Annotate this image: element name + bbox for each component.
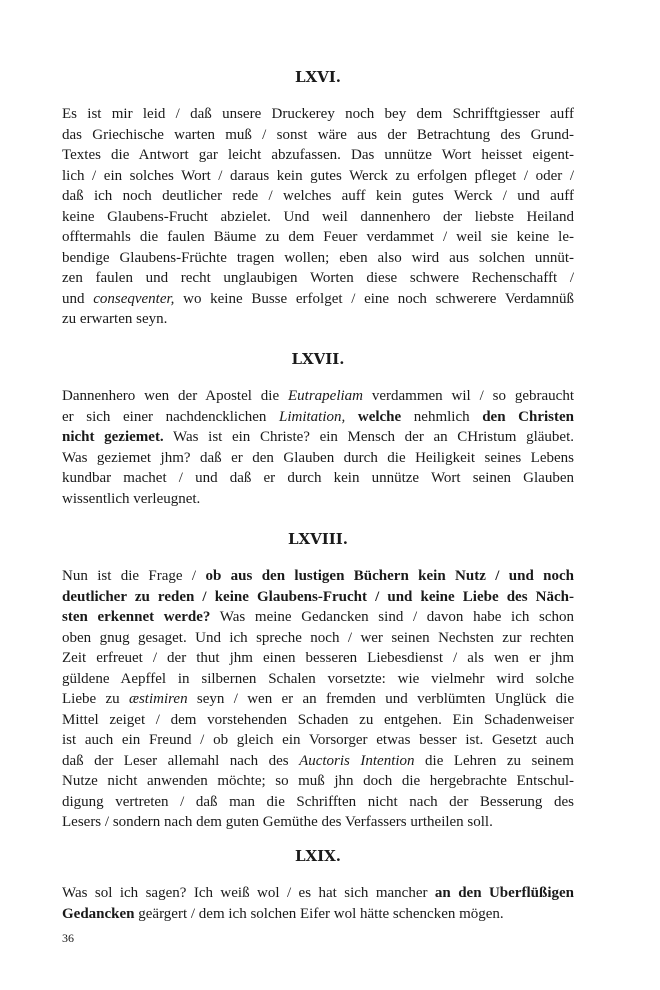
bold-text: welche (357, 408, 402, 425)
text-line (62, 166, 574, 187)
text-run: güldene Aepffel in silbernen Schalen vorsetzte: wie vielmehr wird solche (62, 670, 574, 687)
text-run: zen faulen und recht unglaubigen Worten diese schwere Rechenschafft / (62, 270, 574, 286)
text-line (62, 468, 574, 489)
text-run: seyn / wen er an fremden und verblümten Unglück die (187, 691, 575, 707)
text-run: Was ist ein Christe? ein Mensch der an CHristum gläubet. (163, 429, 574, 445)
text-run: wo keine Busse erfolget / eine noch schwerere Verdamnüß (174, 290, 574, 307)
text-line (62, 607, 574, 628)
bold-text: den Christen (482, 408, 574, 425)
bold-text: sten erkennet werde? (62, 609, 211, 625)
text-run: Lesers / sondern nach dem guten Gemüthe des Verfassers urtheilen soll. (62, 814, 493, 830)
text-line (62, 407, 574, 428)
text-run: bendige Glaubens-Früchte tragen wollen; eben also wird aus solchen unnüt- (62, 249, 574, 266)
text-line (62, 227, 574, 248)
italic-text: Auctoris Intention (299, 752, 415, 769)
bold-text: ob aus den lustigen Büchern kein Nutz / und noch (205, 568, 574, 584)
text-line (62, 186, 574, 207)
text-line (62, 689, 574, 710)
bold-text: Gedancken (62, 905, 135, 922)
text-run: Nun ist die Frage / (62, 568, 206, 584)
text-run: verdammen wil / so gebraucht (363, 388, 574, 404)
section-heading: LXVII. (291, 350, 345, 368)
text-run: das Griechische warten muß / sonst wäre aus der Betrachtung des Grund- (62, 126, 574, 143)
text-run: kundbar machet / und daß er durch kein unnütze Wort seinen Glauben (62, 470, 574, 486)
text-line (62, 489, 574, 510)
text-line (62, 904, 574, 925)
text-run (345, 409, 358, 425)
text-run: Was geziemet jhm? daß er den Glauben durch die Heiligkeit seines Lebens (62, 449, 574, 466)
text-run: Liebe zu (62, 691, 129, 707)
text-run: digung vertreten / daß man die Schrifften nicht nach der Besserung des (62, 793, 574, 810)
text-run: Es ist mir leid / daß unsere Druckerey noch bey dem Schrifftgiesser auff (62, 106, 574, 122)
text-line (62, 145, 574, 166)
text-line (62, 669, 574, 690)
text-run: wissentlich verleugnet. (62, 490, 201, 507)
text-line (62, 104, 574, 125)
text-run: oben gnug gesaget. Und ich spreche noch / wer seinen Nechsten zur rechten (62, 629, 574, 646)
text-run: geärgert / dem ich solchen Eifer wol hätte schencken mögen. (134, 905, 504, 922)
text-line (62, 751, 574, 772)
section-paragraph (62, 104, 574, 330)
text-line (62, 386, 574, 407)
text-line (62, 125, 574, 146)
text-line (62, 289, 574, 310)
section-heading: LXIX. (294, 847, 342, 865)
bold-text: deutlicher zu reden / keine Glaubens-Frucht / und keine Liebe des Näch- (62, 588, 574, 605)
italic-text: æstimiren (128, 691, 188, 707)
text-line (62, 248, 574, 269)
text-line (62, 309, 574, 330)
section-heading: LXVI. (294, 68, 342, 86)
page-number: 36 (62, 931, 74, 945)
text-run: Was meine Gedancken sind / davon habe ich schon (210, 609, 575, 625)
bold-text: nicht geziemet. (62, 429, 164, 445)
section-paragraph (62, 883, 574, 924)
text-run: keine Glaubens-Frucht abzielet. Und weil dannenhero der liebste Heiland (62, 208, 574, 225)
section-paragraph (62, 386, 574, 509)
text-line (62, 730, 574, 751)
text-run: Textes die Antwort gar leicht abzufassen. Das unnütze Wort heisset eigent- (62, 147, 574, 163)
text-run: zu erwarten seyn. (62, 311, 168, 327)
text-run: Dannenhero wen der Apostel die (62, 388, 288, 404)
bold-text: an den Uberflüßigen (434, 885, 574, 901)
text-run: lich / ein solches Wort / daraus kein gutes Werck zu erfolgen pfleget / oder / (62, 167, 574, 184)
italic-text: conseqventer, (93, 290, 175, 307)
text-run: offtermahls die faulen Bäume zu dem Feuer verdammet / weil sie keine le- (62, 229, 574, 245)
text-line (62, 268, 574, 289)
section-heading: LXVIII. (287, 530, 349, 548)
text-run: daß der Leser allemahl nach des (62, 752, 300, 769)
text-run: Nutze nicht anwenden möchte; so muß jhn doch die hergebrachte Entschul- (62, 773, 574, 789)
text-run: Was sol ich sagen? Ich weiß wol / es hat sich mancher (62, 885, 435, 901)
text-line (62, 587, 574, 608)
text-run: er sich einer nachdencklichen (62, 408, 279, 425)
text-run: und (62, 290, 94, 307)
text-line (62, 448, 574, 469)
text-line (62, 883, 574, 904)
text-run: nehmlich (401, 408, 483, 425)
text-line (62, 648, 574, 669)
text-line (62, 628, 574, 649)
text-line (62, 566, 574, 587)
text-run: daß ich noch deutlicher rede / welches auff kein gutes Werck / und auff (62, 188, 574, 204)
text-line (62, 427, 574, 448)
text-run: Mittel zeiget / dem vorstehenden Schaden zu entgehen. Ein Schadenweiser (62, 711, 574, 728)
text-line (62, 207, 574, 228)
text-line (62, 792, 574, 813)
text-line (62, 771, 574, 792)
text-run: Zeit erfreuet / der thut jhm einen besseren Liebesdienst / als wen er jhm (62, 650, 574, 666)
italic-text: Limitation, (278, 408, 346, 425)
text-run: ist auch ein Freund / ob gleich ein Vorsorger etwas besser ist. Gesetzt auch (62, 732, 574, 748)
text-line (62, 710, 574, 731)
italic-text: Eutrapeliam (288, 388, 363, 404)
section-paragraph (62, 566, 574, 833)
text-line (62, 812, 574, 833)
text-run: die Lehren zu seinem (414, 752, 574, 769)
